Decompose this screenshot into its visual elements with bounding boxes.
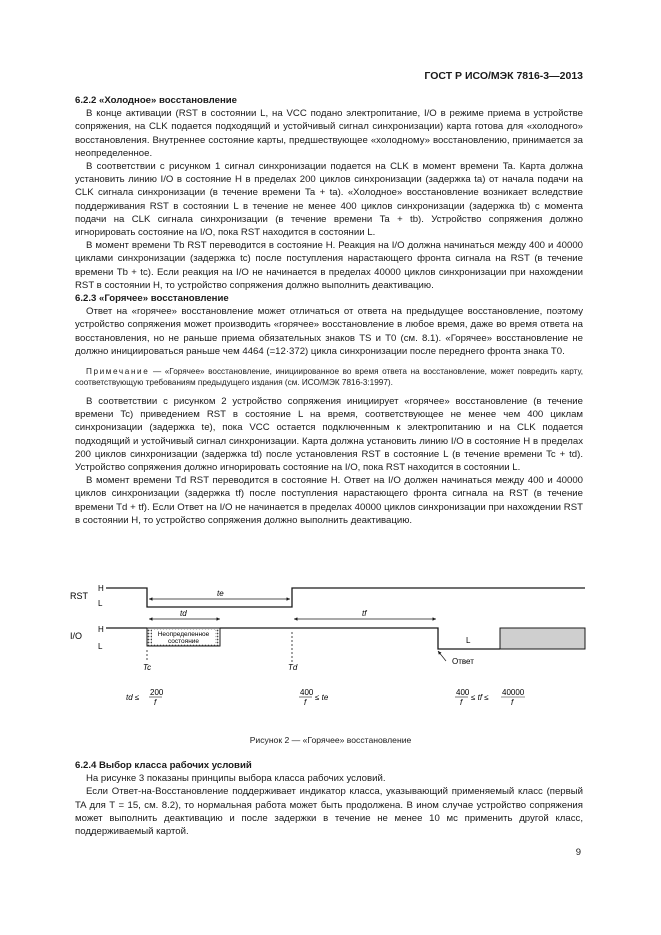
formula-den: f (154, 698, 157, 707)
rst-h-label: H (98, 584, 104, 593)
io-h-label: H (98, 625, 104, 634)
formula-num: 400 (456, 688, 470, 697)
page-number: 9 (575, 847, 581, 858)
undefined-state-label: Неопределенное (157, 631, 210, 638)
note (75, 366, 583, 388)
paragraph: В соответствии с рисунком 2 устройство сопряжения инициирует «горячее» восстановление (в течение времени Tc) приведением RST в состояние L на время, соответствующее не менее чем 400 циклам синхронизации (задержка te), пока VCC остается подключенным к электропитанию и на CLK подается подходящий и устойчивый сигнал синхронизации. Карта должна установить линию I/O в состояние H в пределах 200 циклов синхронизации (задержка td) после установления RST в состояние L (в течение времени Tc + td). Устройство сопряжения должно игнорировать состояние на I/O, пока RST находится в состоянии L. (75, 396, 583, 474)
paragraph: На рисунке 3 показаны принципы выбора класса рабочих условий. (86, 773, 386, 785)
section-heading: 6.2.4 Выбор класса рабочих условий (75, 760, 252, 771)
tf-label: tf (362, 609, 367, 618)
document-header: ГОСТ Р ИСО/МЭК 7816-3—2013 (424, 70, 583, 82)
paragraph: В конце активации (RST в состоянии L, на VCC подано электропитание, I/O в режиме приема в устройстве сопряжения, на CLK подается подходящий и устойчивый сигнал синхронизации) карта готова для «холодного» восстановления. Внутреннее состояние карты, предшествующее «холодному» восстановлению, принимается за неопределенное. (75, 108, 583, 159)
paragraph: Если Ответ-на-Восстановление поддерживает индикатор класса, указывающий применяемый класс (первый TA для T = 15, см. 8.2), то нормальная работа может быть продолжена. В ином случае устройство сопряжения может выполнить деактивацию и после задержки в течение не менее 10 мс применить другой класс, поддерживаемый картой. (75, 786, 583, 838)
formula-num: 200 (150, 688, 164, 697)
timing-diagram (60, 572, 600, 722)
io-label: I/O (70, 631, 83, 641)
response-label: Ответ (452, 657, 474, 666)
paragraph: Ответ на «горячее» восстановление может отличаться от ответа на предыдущее восстановление, поэтому устройство сопряжения может производить «горячее» восстановление в любое время, даже во время ответа на восстановления, но не раньше приема обязательных знаков TS и T0 (см. 8.1). «Горячее» восстановление не должно инициироваться раньше чем 4464 (=12·372) цикла синхронизации после переднего фронта знака T0. (75, 306, 583, 357)
io-l-state: L (466, 636, 471, 645)
paragraph: В момент времени Tb RST переводится в состояние H. Реакция на I/O должна начинаться между 400 и 40000 циклами синхронизации (задержка tc) после поступления нарастающего фронта сигнала на RST (в течение времени Tb + tc). Если реакция на I/O не начинается в пределах 40000 циклов синхронизации при нахождении RST в состоянии H, то устройство сопряжения должно выполнить деактивацию. (75, 240, 583, 291)
formula-num: 400 (300, 688, 314, 697)
undefined-state-label: состояние (167, 638, 200, 645)
section-6-2-4 (75, 759, 583, 838)
rst-l-label: L (98, 599, 103, 608)
paragraph: В соответствии с рисунком 1 сигнал синхронизации подается на CLK в момент времени Ta. Карта должна установить линию I/O в состояние H в пределах 200 циклов синхронизации (задержка ta) от начала подачи на CLK сигнала синхронизации (в течение времени Ta + ta). «Холодное» восстановление возникает вследствие поддерживания RST в состоянии L в течение не менее 400 циклов синхронизации (задержка tb) с момента подачи на CLK сигнала синхронизации (в течение времени Ta + tb). Устройство сопряжения должно игнорировать состояние на I/O, пока RST находится в состоянии L. (75, 161, 583, 239)
io-l-label: L (98, 642, 103, 651)
paragraph: В момент времени Td RST переводится в состояние H. Ответ на I/O должен начинаться между 400 и 40000 циклов синхронизации (задержка tf) после поступления нарастающего фронта сигнала на RST (в течение времени Td + tf). Если Ответ на I/O не начинается в пределах 40000 циклов синхронизации при нахождении RST в состоянии H, то устройство сопряжения должно выполнить деактивацию. (75, 475, 583, 526)
figure-caption: Рисунок 2 — «Горячее» восстановление (249, 735, 412, 745)
formula-te: ≤ te (315, 693, 329, 702)
Td-label: Td (288, 663, 298, 672)
rst-waveform (106, 588, 585, 607)
section-heading: 6.2.3 «Горячее» восстановление (75, 293, 229, 304)
formula-td: td ≤ (126, 693, 140, 702)
io-waveform (220, 628, 500, 649)
td-label: td (180, 609, 187, 618)
formula-den: f (511, 698, 514, 707)
rst-label: RST (70, 591, 88, 601)
formula-den: f (304, 698, 307, 707)
formula-den: f (460, 698, 463, 707)
Tc-label: Tc (143, 663, 152, 672)
section-6-2-2 (75, 94, 583, 292)
section-heading: 6.2.2 «Холодное» восстановление (75, 95, 237, 106)
response-region (500, 628, 585, 649)
note-label: Примечание (86, 367, 150, 377)
te-label: te (217, 589, 224, 598)
note-text: — «Горячее» восстановление, инициированное во время ответа на восстановление, может повредить карту, соответствующую требованиям предыдущего издания (см. ИСО/МЭК 7816-3:1997). (75, 367, 583, 388)
section-6-2-3 (75, 292, 583, 527)
response-pointer (438, 651, 446, 661)
formula-tf: ≤ tf ≤ (471, 693, 489, 702)
formula-num: 40000 (502, 688, 525, 697)
